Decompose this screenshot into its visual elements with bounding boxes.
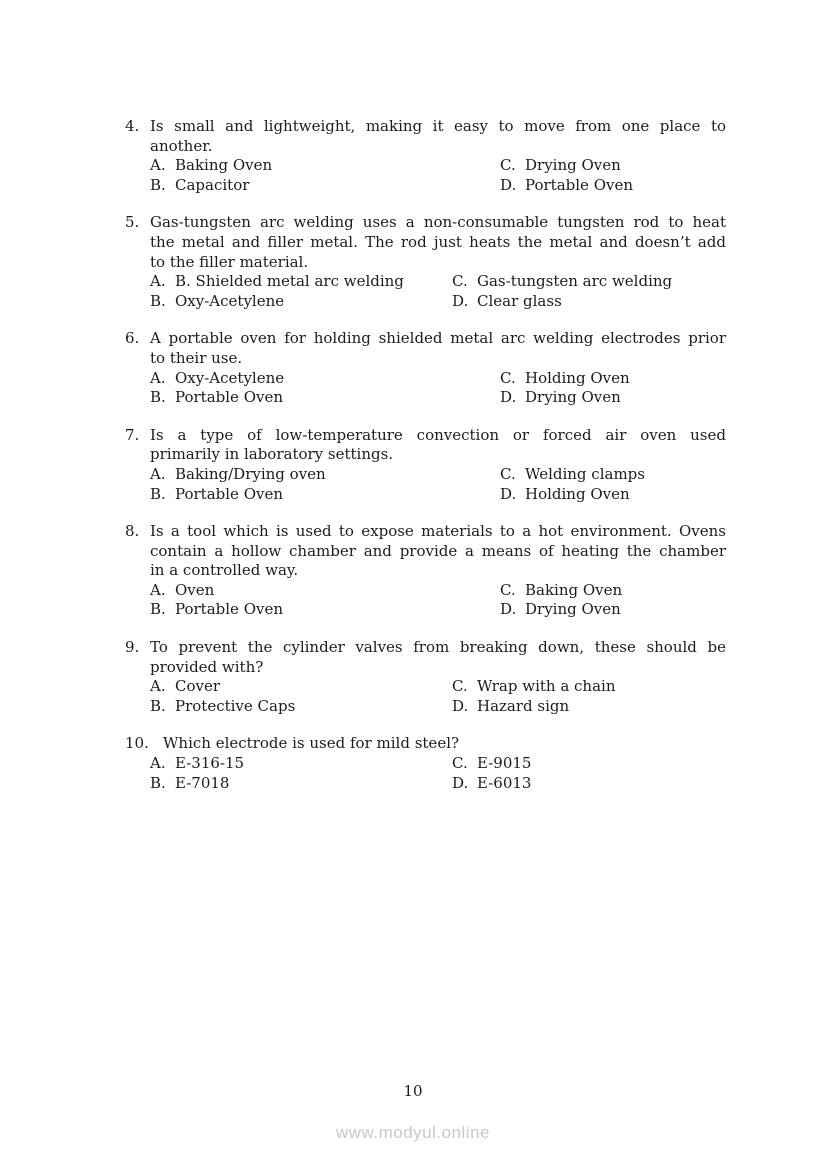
option-row <box>150 485 726 505</box>
option-row <box>150 754 726 774</box>
question-number: 4. <box>125 117 140 135</box>
option-text: E-6013 <box>477 773 532 792</box>
option-row <box>150 388 726 408</box>
question-number: 7. <box>125 425 140 444</box>
option-text: Capacitor <box>175 175 250 194</box>
option-text: Clear glass <box>477 291 562 310</box>
option-text: Drying Oven <box>525 388 621 407</box>
option-text: Gas-tungsten arc welding <box>477 272 673 291</box>
option-b <box>150 697 295 715</box>
question-item <box>125 638 726 716</box>
option-letter: C. <box>500 368 516 387</box>
option-a <box>150 465 326 483</box>
quiz-content <box>0 117 826 793</box>
option-letter: A. <box>150 272 166 291</box>
question-body <box>150 117 726 195</box>
option-letter: C. <box>500 580 516 599</box>
option-letter: C. <box>452 677 468 696</box>
question-item <box>125 426 726 504</box>
option-a <box>150 156 272 174</box>
question-item <box>125 213 726 311</box>
option-text: Portable Oven <box>175 600 284 619</box>
question-text-line: the metal and filler metal. The rod just heats the metal and doesn’t add <box>150 232 726 251</box>
option-d <box>500 388 621 408</box>
option-letter: C. <box>500 464 516 483</box>
option-letter: A. <box>150 677 166 696</box>
question-text-line: Is a type of low-temperature convection or forced air oven used <box>150 425 726 444</box>
question-text-line: Is a tool which is used to expose materials to a hot environment. Ovens <box>150 522 726 541</box>
option-letter: B. <box>150 388 166 407</box>
option-letter: D. <box>500 600 517 619</box>
option-d <box>500 176 633 196</box>
option-row <box>150 465 726 485</box>
option-row <box>150 176 726 196</box>
option-letter: A. <box>150 156 166 175</box>
option-letter: A. <box>150 580 166 599</box>
option-letter: D. <box>500 175 517 194</box>
option-text: Portable Oven <box>525 175 634 194</box>
option-letter: D. <box>500 484 517 503</box>
question-item <box>125 522 726 620</box>
option-d <box>452 697 569 717</box>
question-body <box>150 734 726 793</box>
question-text-line: To prevent the cylinder valves from breaking down, these should be <box>150 638 726 657</box>
option-c <box>452 272 672 292</box>
option-letter: A. <box>150 464 166 483</box>
option-c <box>500 369 630 389</box>
option-row <box>150 697 726 717</box>
option-c <box>500 465 645 485</box>
question-text-line: A portable oven for holding shielded metal arc welding electrodes prior <box>150 329 726 348</box>
question-number: 6. <box>125 329 140 348</box>
option-d <box>452 292 562 312</box>
option-c <box>500 581 622 601</box>
option-b <box>150 485 283 503</box>
page-number: 10 <box>403 1082 423 1100</box>
option-b <box>150 600 283 618</box>
option-text: Oxy-Acetylene <box>175 368 285 387</box>
question-text-line: to their use. <box>150 348 243 367</box>
option-text: Oven <box>175 580 215 599</box>
option-d <box>500 485 630 505</box>
option-b <box>150 176 249 194</box>
question-text-line: provided with? <box>150 657 264 676</box>
question-text-line: in a controlled way. <box>150 561 299 580</box>
option-letter: D. <box>452 291 469 310</box>
option-letter: C. <box>452 754 468 773</box>
option-text: Baking Oven <box>525 580 623 599</box>
option-text: Portable Oven <box>175 388 284 407</box>
option-letter: C. <box>500 156 516 175</box>
option-text: Portable Oven <box>175 484 284 503</box>
option-row <box>150 156 726 176</box>
option-b <box>150 388 283 406</box>
option-letter: B. <box>150 773 166 792</box>
question-body <box>150 213 726 311</box>
option-row <box>150 369 726 389</box>
option-b <box>150 774 229 792</box>
question-item <box>125 329 726 407</box>
option-row <box>150 292 726 312</box>
option-a <box>150 369 284 387</box>
option-text: Baking Oven <box>175 156 273 175</box>
option-text: Welding clamps <box>525 464 645 483</box>
question-number: 8. <box>125 522 140 541</box>
option-text: Oxy-Acetylene <box>175 291 285 310</box>
question-body <box>150 522 726 620</box>
option-letter: B. <box>150 600 166 619</box>
question-number: 5. <box>125 213 140 232</box>
option-text: Holding Oven <box>525 368 630 387</box>
question-text-line: another. <box>150 136 213 155</box>
option-c <box>500 156 621 176</box>
option-text: Hazard sign <box>477 696 570 715</box>
question-number: 10. <box>125 734 149 753</box>
option-letter: D. <box>452 773 469 792</box>
option-letter: C. <box>452 272 468 291</box>
question-body <box>150 329 726 407</box>
option-text: Wrap with a chain <box>477 677 616 696</box>
question-text-line: Which electrode is used for mild steel? <box>163 734 460 753</box>
option-row <box>150 272 726 292</box>
option-c <box>452 677 616 697</box>
question-text-line: to the filler material. <box>150 252 309 271</box>
question-body <box>150 638 726 716</box>
option-row <box>150 600 726 620</box>
option-d <box>452 774 531 794</box>
option-letter: B. <box>150 291 166 310</box>
option-letter: A. <box>150 368 166 387</box>
question-text-line: primarily in laboratory settings. <box>150 445 394 464</box>
option-a <box>150 677 220 695</box>
option-row <box>150 677 726 697</box>
option-text: Baking/Drying oven <box>175 464 326 483</box>
question-item <box>125 734 726 793</box>
option-text: Holding Oven <box>525 484 630 503</box>
option-text: E-7018 <box>175 773 230 792</box>
option-row <box>150 581 726 601</box>
option-text: Protective Caps <box>175 696 296 715</box>
option-a <box>150 581 214 599</box>
option-c <box>452 754 531 774</box>
option-letter: B. <box>150 484 166 503</box>
question-text-line: contain a hollow chamber and provide a means of heating the chamber <box>150 541 726 560</box>
option-d <box>500 600 621 620</box>
option-letter: D. <box>500 388 517 407</box>
question-body <box>150 426 726 504</box>
option-text: Drying Oven <box>525 156 621 175</box>
option-letter: D. <box>452 696 469 715</box>
option-text: Drying Oven <box>525 600 621 619</box>
option-text: E-9015 <box>477 754 532 773</box>
option-text: Cover <box>175 677 221 696</box>
option-row <box>150 774 726 794</box>
option-a <box>150 272 404 290</box>
question-item <box>125 117 726 195</box>
option-letter: B. <box>150 175 166 194</box>
option-b <box>150 292 284 310</box>
option-a <box>150 754 244 772</box>
option-letter: A. <box>150 754 166 773</box>
question-text-line: Is small and lightweight, making it easy to move from one place to <box>150 117 726 135</box>
question-number: 9. <box>125 638 140 657</box>
option-text: B. Shielded metal arc welding <box>175 272 404 291</box>
option-letter: B. <box>150 696 166 715</box>
watermark: www.modyul.online <box>335 1123 490 1142</box>
option-text: E-316-15 <box>175 754 245 773</box>
question-text-line: Gas-tungsten arc welding uses a non-consumable tungsten rod to heat <box>150 213 726 232</box>
